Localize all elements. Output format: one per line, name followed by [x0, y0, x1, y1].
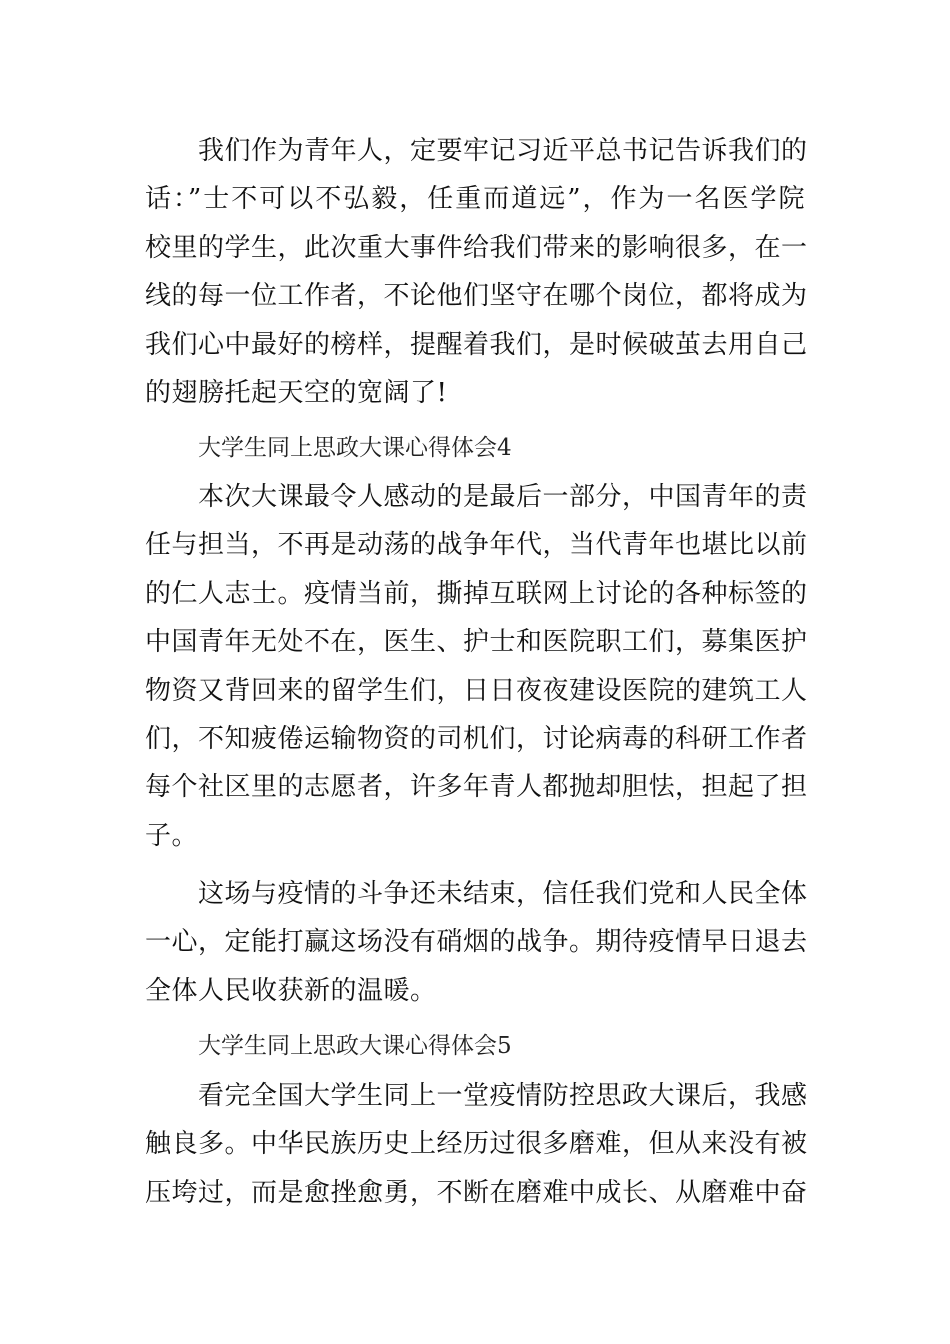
- paragraph-line: 们，不知疲倦运输物资的司机们，讨论病毒的科研工作者: [145, 723, 808, 754]
- paragraph-line: 的翅膀托起天空的宽阔了!: [145, 377, 448, 408]
- section-heading-5: 大学生同上思政大课心得体会5: [198, 1033, 512, 1059]
- paragraph-line: 我们作为青年人，定要牢记习近平总书记告诉我们的: [198, 136, 808, 166]
- paragraph-line: 校里的学生，此次重大事件给我们带来的影响很多，在一: [145, 232, 808, 263]
- paragraph-line: 看完全国大学生同上一堂疫情防控思政大课后，我感: [198, 1081, 808, 1111]
- paragraph-line: 一心，定能打赢这场没有硝烟的战争。期待疫情早日退去: [145, 927, 808, 958]
- section-heading-4: 大学生同上思政大课心得体会4: [198, 435, 512, 461]
- paragraph-3: [145, 870, 808, 1015]
- paragraph-line: 我们心中最好的榜样，提醒着我们，是时候破茧去用自己: [145, 329, 808, 360]
- paragraph-line: 这场与疫情的斗争还未结束，信任我们党和人民全体: [198, 879, 808, 909]
- paragraph-line: 中国青年无处不在，医生、护士和医院职工们，募集医护: [145, 627, 808, 658]
- paragraph-2: [145, 473, 808, 860]
- paragraph-line: 的仁人志士。疫情当前，撕掉互联网上讨论的各种标签的: [145, 578, 808, 609]
- paragraph-line: 本次大课最令人感动的是最后一部分，中国青年的责: [198, 482, 808, 512]
- paragraph-1: [145, 127, 808, 417]
- paragraph-line: 触良多。中华民族历史上经历过很多磨难，但从来没有被: [145, 1129, 808, 1160]
- paragraph-line: 每个社区里的志愿者，许多年青人都抛却胆怯，担起了担: [145, 772, 808, 803]
- paragraph-line: 物资又背回来的留学生们，日日夜夜建设医院的建筑工人: [145, 675, 808, 706]
- paragraph-line: 压垮过，而是愈挫愈勇，不断在磨难中成长、从磨难中奋: [145, 1177, 808, 1208]
- paragraph-4: [145, 1072, 808, 1217]
- paragraph-line: 任与担当，不再是动荡的战争年代，当代青年也堪比以前: [145, 530, 808, 561]
- paragraph-line: 线的每一位工作者，不论他们坚守在哪个岗位，都将成为: [145, 281, 808, 312]
- paragraph-line: 话：”士不可以不弘毅，任重而道远”，作为一名医学院: [145, 184, 805, 215]
- paragraph-line: 子。: [145, 820, 199, 851]
- paragraph-line: 全体人民收获新的温暖。: [145, 975, 437, 1006]
